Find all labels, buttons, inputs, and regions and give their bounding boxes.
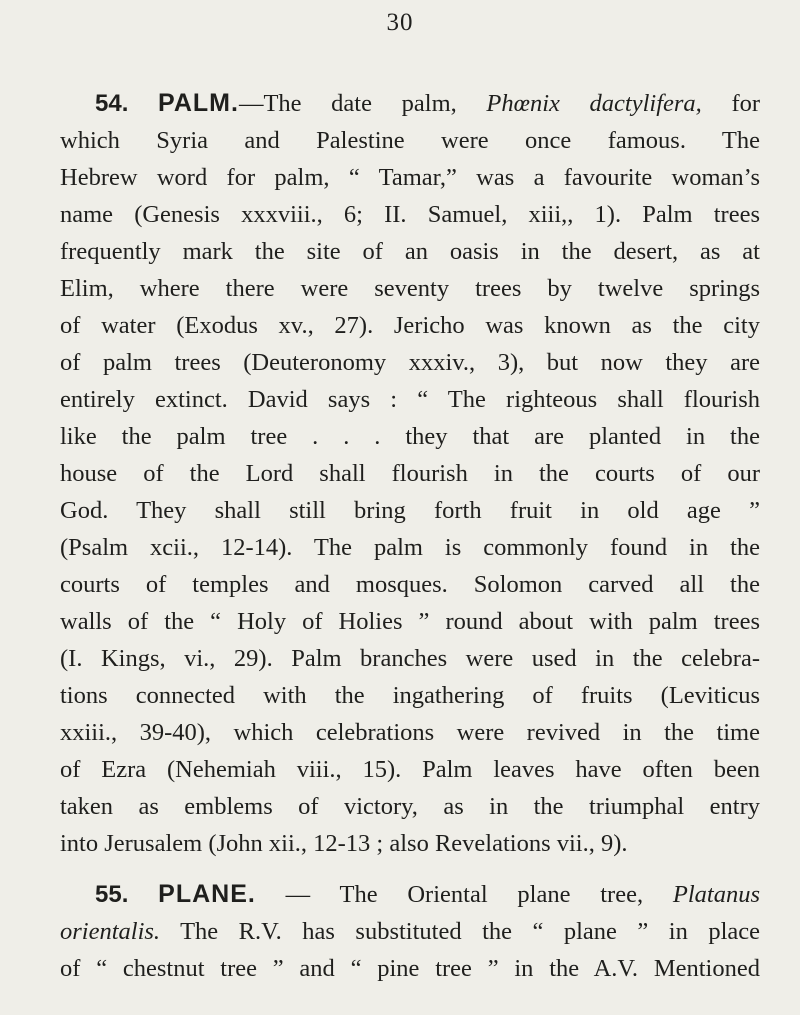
text-line: xxiii., 39-40), which celebrations were revived in the time: [60, 719, 760, 746]
text-line: of water (Exodus xv., 27). Jericho was known as the city: [60, 312, 760, 339]
text-line: into Jerusalem (John xii., 12-13 ; also Revelations vii., 9).: [60, 830, 628, 857]
text-line: name (Genesis xxxviii., 6; II. Samuel, xiii,, 1). Palm trees: [60, 201, 760, 228]
text-line: God. They shall still bring forth fruit in old age ”: [60, 497, 760, 524]
text-line: [60, 913, 760, 950]
text-line: Elim, where there were seventy trees by twelve springs: [60, 275, 760, 302]
line-text: — The Oriental plane tree,: [255, 881, 673, 908]
scientific-name: Phœnix dactylifera,: [486, 90, 702, 117]
page-number: 30: [386, 9, 414, 36]
text-line: frequently mark the site of an oasis in the desert, as at: [60, 238, 760, 265]
line-text: —The date palm,: [238, 90, 487, 117]
text-line: courts of temples and mosques. Solomon carved all the: [60, 571, 760, 598]
text-line: (Psalm xcii., 12-14). The palm is commonly found in the: [60, 534, 760, 561]
text-line: of Ezra (Nehemiah viii., 15). Palm leaves have often been: [60, 756, 760, 783]
text-line: [60, 876, 760, 913]
scientific-name: orientalis.: [60, 918, 161, 945]
entry-palm: [60, 85, 760, 862]
text-line: (I. Kings, vi., 29). Palm branches were used in the celebra-: [60, 645, 760, 672]
line-text: The R.V. has substituted the “ plane ” in place: [160, 918, 760, 945]
entry-heading: PALM.: [158, 89, 239, 117]
scientific-name: Platanus: [672, 881, 760, 908]
text-line: walls of the “ Holy of Holies ” round about with palm trees: [60, 608, 760, 635]
text-line: [60, 85, 760, 122]
text-line: tions connected with the ingathering of fruits (Leviticus: [60, 682, 760, 709]
text-line: entirely extinct. David says : “ The righteous shall flourish: [60, 386, 760, 413]
text-column: [60, 85, 760, 987]
text-line: Hebrew word for palm, “ Tamar,” was a favourite woman’s: [60, 164, 760, 191]
text-line: of “ chestnut tree ” and “ pine tree ” in the A.V. Mentioned: [60, 955, 760, 982]
entry-heading: PLANE.: [158, 880, 256, 908]
text-line: which Syria and Palestine were once famous. The: [60, 127, 760, 154]
line-text: for: [701, 90, 761, 117]
text-line: like the palm tree . . . they that are planted in the: [60, 423, 760, 450]
entry-number: 55.: [95, 881, 129, 908]
text-line: taken as emblems of victory, as in the triumphal entry: [60, 793, 760, 820]
text-line: of palm trees (Deuteronomy xxxiv., 3), but now they are: [60, 349, 760, 376]
entry-number: 54.: [95, 90, 129, 117]
entry-plane: [60, 876, 760, 987]
text-line: house of the Lord shall flourish in the courts of our: [60, 460, 760, 487]
